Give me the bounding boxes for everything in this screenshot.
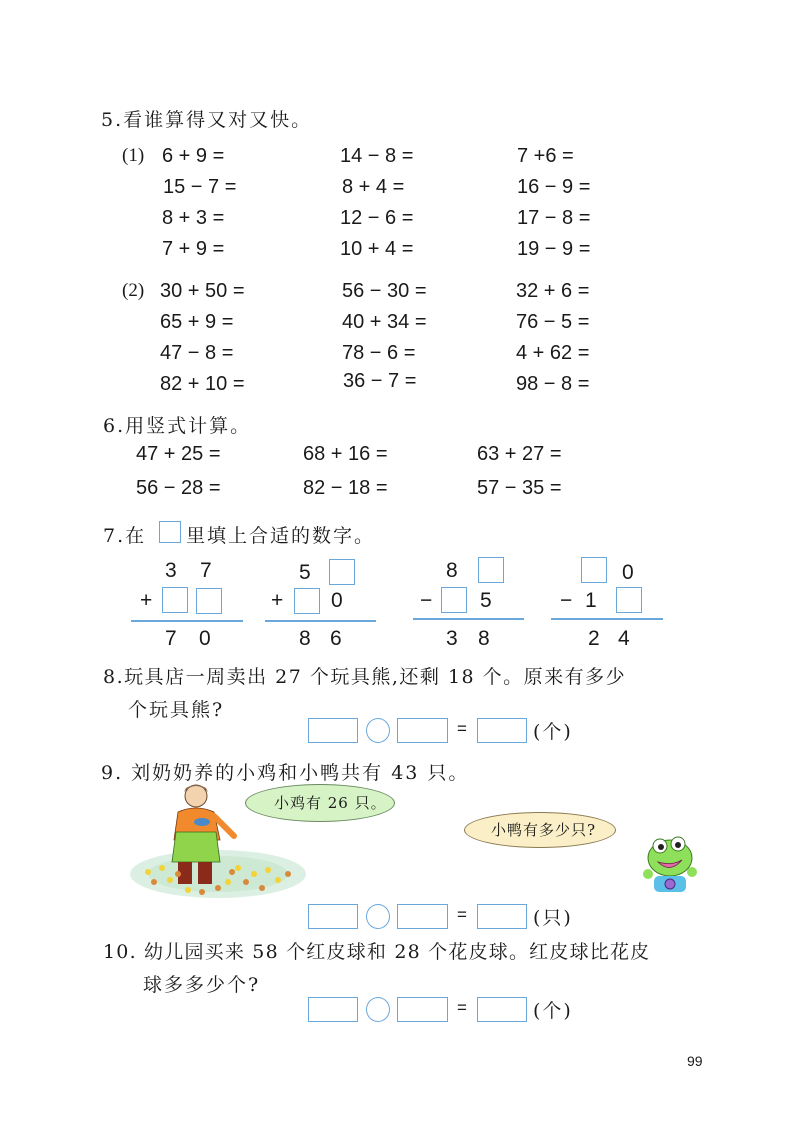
q7c-op: − [420,589,433,612]
q7-title-prefix: 7.在 [103,525,147,547]
q9-result-box[interactable] [477,904,527,929]
q7b-top-ones-box[interactable] [329,559,355,585]
q7a-bottom-ones-box[interactable] [196,588,222,614]
q7d-top-tens-box[interactable] [581,557,607,583]
q6-r1-c2: 57 − 35 = [477,477,562,499]
q10-operator-circle[interactable] [366,997,390,1022]
q7a-op: + [140,589,153,612]
q6-r0-c2: 63 + 27 = [477,443,562,465]
q6-r1-c1: 82 − 18 = [303,477,388,499]
q7d-result-ones: 4 [618,627,630,650]
q7c-result-tens: 3 [446,627,458,650]
q7d-bottom-ones-box[interactable] [616,587,642,613]
q7b-result-ones: 6 [330,627,342,650]
q5-p2-r2-c0: 47 − 8 = [160,342,234,364]
q5-p1-r1-c2: 16 − 9 = [517,176,591,198]
q7c-top-tens: 8 [446,559,458,582]
q6-r0-c1: 68 + 16 = [303,443,388,465]
q7b-result-tens: 8 [299,627,311,650]
q7a-bottom-tens-box[interactable] [162,587,188,613]
q7d-top-ones: 0 [622,561,634,584]
q7-title-box [159,521,181,543]
q8-unit: (个) [533,721,573,743]
q5-p2-r0-c0: 30 + 50 = [160,280,245,302]
q10-unit: (个) [533,1000,573,1022]
q6-r1-c0: 56 − 28 = [136,477,221,499]
q5-p1-r0-c1: 14 − 8 = [340,145,414,167]
q7a-top-ones: 7 [200,559,212,582]
q5-p2-r1-c2: 76 − 5 = [516,311,590,333]
q5-p2-r1-c1: 40 + 34 = [342,311,427,333]
q10-line1: 10. 幼儿园买来 58 个红皮球和 28 个花皮球。红皮球比花皮 [103,941,651,963]
q7b-bottom-tens-box[interactable] [294,588,320,614]
q5-p2-r2-c2: 4 + 62 = [516,342,590,364]
q8-operator-circle[interactable] [366,718,390,743]
q7c-top-ones-box[interactable] [478,557,504,583]
q8-equals: = [457,719,467,738]
q7c-result-ones: 8 [478,627,490,650]
q5-p1-r1-c0: 15 − 7 = [163,176,237,198]
q5-p2-r3-c1: 36 − 7 = [343,370,417,392]
q5-title: 5.看谁算得又对又快。 [101,109,313,131]
q9-operand2-box[interactable] [397,904,448,929]
frog-speech-text: 小鸭有多少只? [491,821,597,839]
q7d-result-tens: 2 [588,627,600,650]
q9-equals: = [457,905,467,924]
q10-operand1-box[interactable] [308,997,358,1022]
q5-p1-r2-c1: 12 − 6 = [340,207,414,229]
q5-p2-r0-c1: 56 − 30 = [342,280,427,302]
q7d-bottom-tens: 1 [585,589,597,612]
q5-p1-r1-c1: 8 + 4 = [342,176,405,198]
q10-equals: = [457,998,467,1017]
q5-p2-r2-c1: 78 − 6 = [342,342,416,364]
q7b-bottom-ones: 0 [331,589,343,612]
q7b-top-tens: 5 [299,561,311,584]
page-number: 99 [687,1053,703,1069]
q10-line2: 球多多少个? [143,974,261,996]
q7a-result-ones: 0 [199,627,211,650]
q10-operand2-box[interactable] [397,997,448,1022]
q5-p2-r3-c0: 82 + 10 = [160,373,245,395]
q5-p1-r2-c2: 17 − 8 = [517,207,591,229]
q9-operand1-box[interactable] [308,904,358,929]
q7d-op: − [560,589,573,612]
q5-p1-r3-c0: 7 + 9 = [162,238,225,260]
q7a-top-tens: 3 [165,559,177,582]
q7c-bottom-tens-box[interactable] [441,587,467,613]
q7a-result-tens: 7 [165,627,177,650]
q7c-rule [413,618,524,620]
q7b-rule [265,620,376,622]
q8-line2: 个玩具熊? [128,699,225,721]
q7d-rule [551,618,663,620]
grandma-speech-text: 小鸡有 26 只。 [274,794,387,812]
q5-p1-r0-c0: 6 + 9 = [162,145,225,167]
q5-p1-r3-c1: 10 + 4 = [340,238,414,260]
q9-operator-circle[interactable] [366,904,390,929]
q6-title: 6.用竖式计算。 [103,415,252,437]
frog-icon [638,834,702,894]
q8-operand2-box[interactable] [397,718,448,743]
q5-p1-r3-c2: 19 − 9 = [517,238,591,260]
frog-illustration [638,834,702,894]
q8-result-box[interactable] [477,718,527,743]
q10-result-box[interactable] [477,997,527,1022]
q7b-op: + [271,589,284,612]
q5-part2-label: (2) [122,280,145,301]
q5-p2-r0-c2: 32 + 6 = [516,280,590,302]
q5-p2-r1-c0: 65 + 9 = [160,311,234,333]
q5-part1-label: (1) [122,145,145,166]
q7c-bottom-ones: 5 [480,589,492,612]
q5-p1-r0-c2: 7 +6 = [517,145,574,167]
q5-p1-r2-c0: 8 + 3 = [162,207,225,229]
q9-title: 9. 刘奶奶养的小鸡和小鸭共有 43 只。 [101,762,470,784]
q7-title-suffix: 里填上合适的数字。 [186,525,376,547]
q5-p2-r3-c2: 98 − 8 = [516,373,590,395]
q7a-rule [131,620,243,622]
q8-operand1-box[interactable] [308,718,358,743]
q6-r0-c0: 47 + 25 = [136,443,221,465]
q9-unit: (只) [533,907,573,929]
q8-line1: 8.玩具店一周卖出 27 个玩具熊,还剩 18 个。原来有多少 [103,666,627,688]
